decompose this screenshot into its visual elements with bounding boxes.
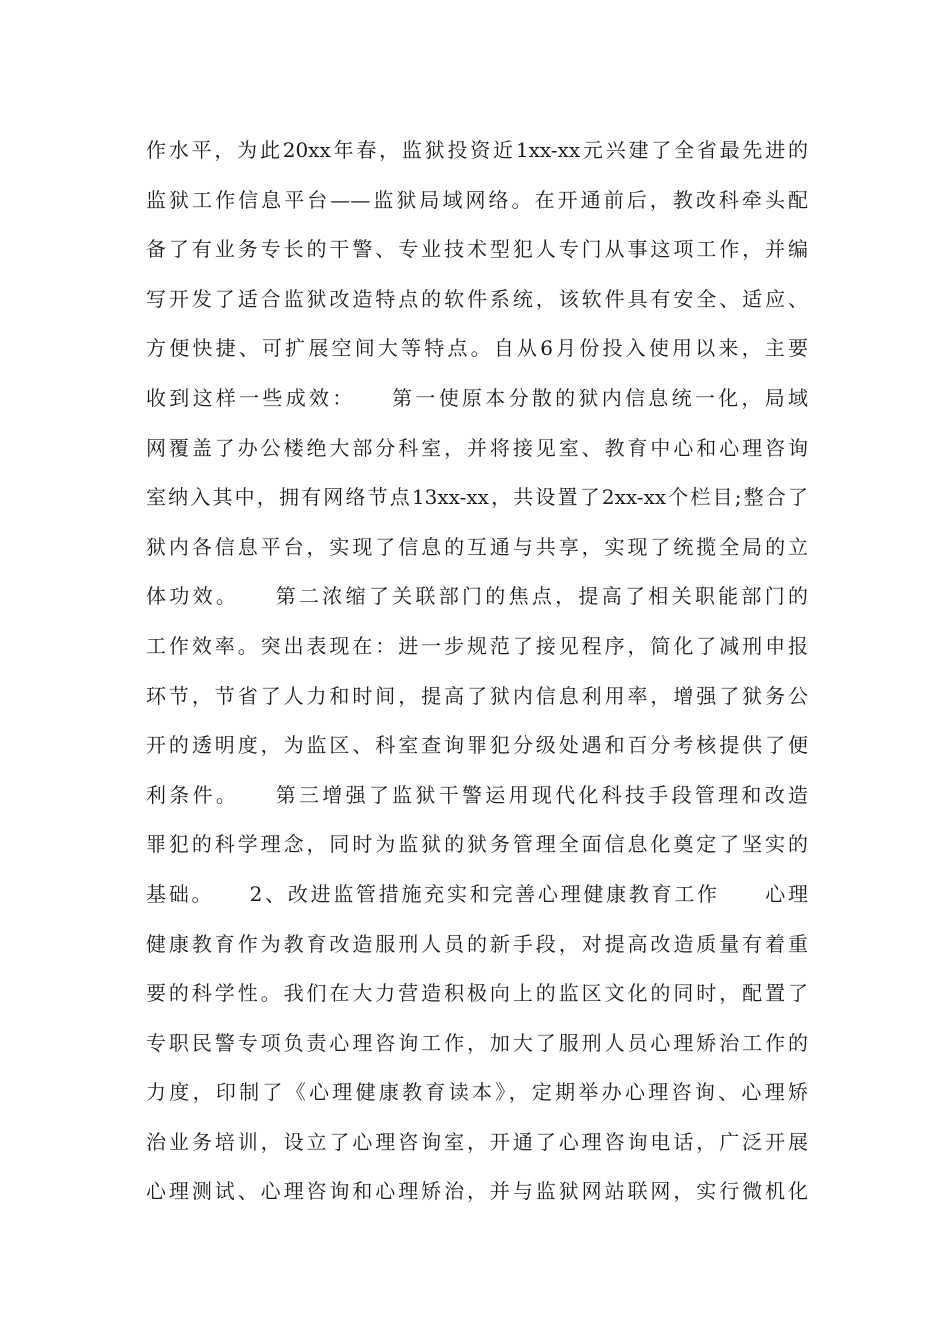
text-line: 健康教育作为教育改造服刑人员的新手段，对提高改造质量有着重 — [146, 931, 808, 956]
text-line: 监狱工作信息平台——监狱局域网络。在开通前后，教改科牵头配 — [146, 187, 808, 212]
text-line: 网覆盖了办公楼绝大部分科室，并将接见室、教育中心和心理咨询 — [146, 435, 808, 460]
text-line: 收到这样一些成效： 第一使原本分散的狱内信息统一化，局域 — [146, 385, 808, 410]
text-line: 治业务培训，设立了心理咨询室，开通了心理咨询电话，广泛开展 — [146, 1129, 808, 1154]
body-text — [146, 126, 808, 1217]
text-line: 作水平，为此20xx年春，监狱投资近1xx-xx元兴建了全省最先进的 — [146, 138, 808, 162]
text-line: 工作效率。突出表现在：进一步规范了接见程序，简化了减刑申报 — [146, 633, 808, 658]
text-line: 利条件。 第三增强了监狱干警运用现代化科技手段管理和改造 — [146, 782, 808, 807]
text-line: 心理测试、心理咨询和心理矫治，并与监狱网站联网，实行微机化 — [146, 1179, 808, 1204]
text-line: 备了有业务专长的干警、专业技术型犯人专门从事这项工作，并编 — [146, 237, 808, 262]
text-line: 罪犯的科学理念，同时为监狱的狱务管理全面信息化奠定了坚实的 — [146, 832, 808, 857]
text-line: 狱内各信息平台，实现了信息的互通与共享，实现了统揽全局的立 — [146, 534, 808, 559]
text-line: 环节，节省了人力和时间，提高了狱内信息利用率，增强了狱务公 — [146, 683, 808, 708]
text-line: 专职民警专项负责心理咨询工作，加大了服刑人员心理矫治工作的 — [146, 1030, 808, 1055]
text-line: 开的透明度，为监区、科室查询罪犯分级处遇和百分考核提供了便 — [146, 733, 808, 758]
text-line: 体功效。 第二浓缩了关联部门的焦点，提高了相关职能部门的 — [146, 584, 808, 609]
text-line: 写开发了适合监狱改造特点的软件系统，该软件具有安全、适应、 — [146, 286, 808, 311]
text-line: 室纳入其中，拥有网络节点13xx-xx，共设置了2xx-xx个栏目;整合了 — [146, 485, 808, 510]
text-line: 方便快捷、可扩展空间大等特点。自从6月份投入使用以来，主要 — [146, 336, 808, 361]
text-line: 要的科学性。我们在大力营造积极向上的监区文化的同时，配置了 — [146, 981, 808, 1006]
text-line: 力度，印制了《心理健康教育读本》，定期举办心理咨询、心理矫 — [146, 1080, 808, 1105]
text-line: 基础。 2、改进监管措施充实和完善心理健康教育工作 心理 — [146, 881, 808, 906]
